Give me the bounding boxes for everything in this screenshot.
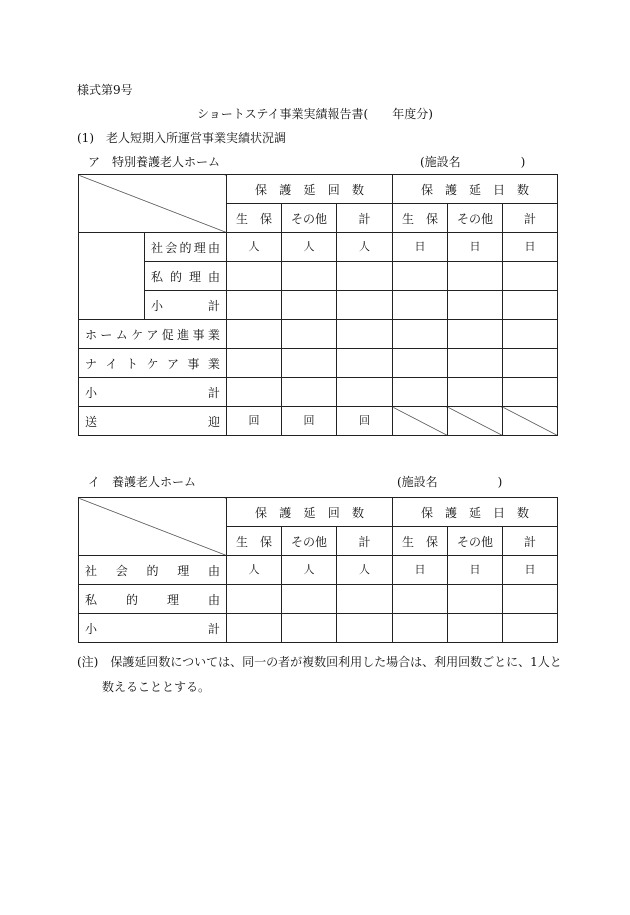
- subheader-welfare: 生 保: [227, 204, 282, 233]
- data-cell: [448, 614, 503, 643]
- document-title: ショートステイ事業実績報告書( 年度分): [197, 107, 433, 121]
- subheader-total: 計: [503, 527, 558, 556]
- data-cell: [393, 320, 448, 349]
- row-label-social-reason: 社 会 的 理 由: [145, 233, 227, 262]
- data-cell: [393, 614, 448, 643]
- row-label-homecare: ホ ー ム ケ ア 促 進 事 業: [79, 320, 227, 349]
- data-cell: [227, 349, 282, 378]
- unit-times: 回: [282, 407, 337, 436]
- data-cell: [393, 262, 448, 291]
- data-cell: [227, 291, 282, 320]
- data-cell: [448, 585, 503, 614]
- unit-days: 日: [503, 556, 558, 585]
- row-label-subtotal: 小 計: [79, 378, 227, 407]
- data-cell: [282, 614, 337, 643]
- subheader-welfare: 生 保: [393, 204, 448, 233]
- diagonal-cell: [393, 407, 448, 436]
- data-cell: [337, 349, 393, 378]
- subheader-welfare: 生 保: [393, 527, 448, 556]
- data-cell: [393, 349, 448, 378]
- row-label-nightcare: ナ イ ト ケ ア 事 業: [79, 349, 227, 378]
- subheader-total: 計: [503, 204, 558, 233]
- diagonal-cell: [448, 407, 503, 436]
- subheader-welfare: 生 保: [227, 527, 282, 556]
- data-cell: [337, 262, 393, 291]
- table-b: [78, 497, 558, 643]
- row-label-private-reason: 私 的 理 由: [79, 585, 227, 614]
- data-cell: [282, 291, 337, 320]
- row-label-private-reason: 私 的 理 由: [145, 262, 227, 291]
- unit-days: 日: [448, 556, 503, 585]
- data-cell: [227, 378, 282, 407]
- header-protection-days: 保 護 延 日 数: [393, 175, 558, 204]
- subheader-other: その他: [448, 204, 503, 233]
- unit-people: 人: [337, 233, 393, 262]
- unit-days: 日: [393, 233, 448, 262]
- unit-people: 人: [227, 556, 282, 585]
- data-cell: [337, 378, 393, 407]
- unit-people: 人: [282, 233, 337, 262]
- data-cell: [282, 262, 337, 291]
- data-cell: [227, 262, 282, 291]
- data-cell: [337, 291, 393, 320]
- table-a: [78, 174, 558, 436]
- subheader-total: 計: [337, 204, 393, 233]
- data-cell: [503, 614, 558, 643]
- header-protection-count: 保 護 延 回 数: [227, 498, 393, 527]
- data-cell: [503, 262, 558, 291]
- data-cell: [503, 378, 558, 407]
- table-a-label: ア 特別養護老人ホーム: [88, 155, 221, 169]
- data-cell: [282, 320, 337, 349]
- data-cell: [227, 585, 282, 614]
- data-cell: [393, 291, 448, 320]
- data-cell: [227, 614, 282, 643]
- data-cell: [282, 349, 337, 378]
- table-b-label: イ 養護老人ホーム: [88, 475, 197, 489]
- data-cell: [503, 585, 558, 614]
- table-a-facility-name: (施設名 ): [420, 155, 526, 169]
- unit-people: 人: [337, 556, 393, 585]
- subheader-other: その他: [448, 527, 503, 556]
- data-cell: [282, 378, 337, 407]
- subheader-other: その他: [282, 204, 337, 233]
- data-cell: [393, 378, 448, 407]
- form-number: 様式第9号: [77, 83, 133, 97]
- unit-times: 回: [337, 407, 393, 436]
- reason-group-cell: [79, 233, 145, 320]
- data-cell: [282, 585, 337, 614]
- unit-people: 人: [227, 233, 282, 262]
- section-heading: (1) 老人短期入所運営事業実績状況調: [77, 131, 286, 145]
- table-b-facility-name: (施設名 ): [397, 475, 503, 489]
- header-diagonal-cell: [79, 175, 227, 233]
- data-cell: [227, 320, 282, 349]
- data-cell: [448, 378, 503, 407]
- row-label-subtotal: 小 計: [79, 614, 227, 643]
- data-cell: [448, 320, 503, 349]
- row-label-transport: 送 迎: [79, 407, 227, 436]
- unit-people: 人: [282, 556, 337, 585]
- unit-days: 日: [503, 233, 558, 262]
- data-cell: [393, 585, 448, 614]
- unit-times: 回: [227, 407, 282, 436]
- data-cell: [503, 320, 558, 349]
- header-diagonal-cell: [79, 498, 227, 556]
- data-cell: [337, 614, 393, 643]
- unit-days: 日: [448, 233, 503, 262]
- data-cell: [337, 320, 393, 349]
- header-protection-count: 保 護 延 回 数: [227, 175, 393, 204]
- note-line-1: (注) 保護延回数については、同一の者が複数回利用した場合は、利用回数ごとに、1人と: [77, 655, 562, 669]
- diagonal-cell: [503, 407, 558, 436]
- data-cell: [448, 349, 503, 378]
- data-cell: [503, 349, 558, 378]
- note-line-2: 数えることとする。: [102, 680, 211, 694]
- row-label-subtotal: 小 計: [145, 291, 227, 320]
- data-cell: [448, 262, 503, 291]
- data-cell: [448, 291, 503, 320]
- header-protection-days: 保 護 延 日 数: [393, 498, 558, 527]
- data-cell: [337, 585, 393, 614]
- row-label-social-reason: 社 会 的 理 由: [79, 556, 227, 585]
- unit-days: 日: [393, 556, 448, 585]
- data-cell: [503, 291, 558, 320]
- subheader-total: 計: [337, 527, 393, 556]
- subheader-other: その他: [282, 527, 337, 556]
